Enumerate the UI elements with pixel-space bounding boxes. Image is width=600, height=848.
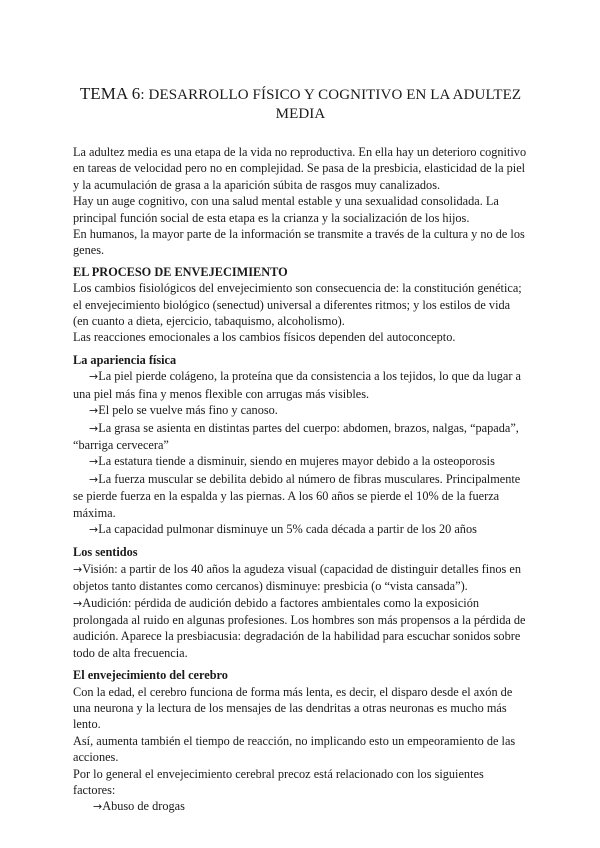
arrow-icon: → (89, 472, 99, 486)
list-item: →El pelo se vuelve más fino y canoso. (89, 403, 278, 418)
section-heading-proceso: EL PROCESO DE ENVEJECIMIENTO (73, 264, 288, 279)
list-item: →Audición: pérdida de audición debido a factores ambientales como la exposición prolongada al ruido en algunas profesiones. Los hombres son más propensos a la pérdida de audición. Aparece la presbiacusia: degradación de la habilidad para escuchar sonidos sobre todo de alta frecuencia. (73, 595, 526, 660)
list-item: →Visión: a partir de los 40 años la agudeza visual (capacidad de distinguir detalles finos en objetos tanto distantes como cercanos) disminuye: presbicia (o “vista cansada”). (73, 561, 521, 594)
cerebro-list (73, 798, 528, 815)
list-item: →La capacidad pulmonar disminuye un 5% cada década a partir de los 20 años (89, 521, 477, 536)
document-page (73, 0, 528, 816)
cerebro-paragraph-2: Así, aumenta también el tiempo de reacción, no implicando esto un empeoramiento de las acciones. (73, 733, 516, 765)
section-heading-cerebro: El envejecimiento del cerebro (73, 668, 228, 683)
list-item: →La piel pierde colágeno, la proteína que da consistencia a los tejidos, lo que da lugar a una piel más fina y menos flexible con arrugas más visibles. (73, 369, 521, 401)
arrow-icon: → (89, 522, 99, 536)
arrow-icon: → (89, 455, 99, 469)
title-rest: : DESARROLLO FÍSICO Y COGNITIVO EN LA ADULTEZ MEDIA (140, 87, 522, 122)
arrow-icon: → (93, 800, 103, 814)
arrow-icon: → (73, 562, 83, 576)
list-item: →La fuerza muscular se debilita debido al número de fibras musculares. Principalmente se pierde fuerza en la espalda y las piernas. A los 60 años se pierde el 10% de la fuerza máxima. (73, 471, 521, 520)
proceso-paragraph-1: Los cambios fisiológicos del envejecimiento son consecuencia de: la constitución genética; el envejecimiento biológico (senectud) universal a diferentes ritmos; y los estilos de vida (en cuanto a dieta, ejercicio, tabaquismo, alcoholismo). (73, 281, 522, 329)
cerebro-paragraph-3: Por lo general el envejecimiento cerebral precoz está relacionado con los siguientes factores: (73, 766, 484, 798)
intro-paragraph-3: En humanos, la mayor parte de la información se transmite a través de la cultura y no de los genes. (73, 227, 525, 258)
document-title (73, 84, 528, 124)
intro-paragraph-2: Hay un auge cognitivo, con una salud mental estable y una sexualidad consolidada. La principal función social de esta etapa es la crianza y la socialización de los hijos. (73, 194, 499, 225)
title-lead: TEMA 6 (79, 84, 141, 103)
list-item: →La grasa se asienta en distintas partes del cuerpo: abdomen, brazos, nalgas, “papada”, “barriga cervecera” (73, 420, 519, 452)
section-heading-apariencia: La apariencia física (73, 352, 177, 367)
proceso-paragraph-2: Las reacciones emocionales a los cambios físicos dependen del autoconcepto. (73, 330, 456, 345)
sentidos-list (73, 561, 528, 661)
intro-paragraph-1: La adultez media es una etapa de la vida no reproductiva. En ella hay un deterioro cognitivo en tareas de velocidad pero no en complejidad. Se pasa de la presbicia, elasticidad de la piel y la acumulación de grasa a la aparición súbita de rasgos muy canalizados. (73, 145, 527, 192)
arrow-icon: → (89, 421, 99, 435)
list-item: →Abuso de drogas (93, 799, 185, 814)
arrow-icon: → (89, 370, 99, 384)
list-item: →La estatura tiende a disminuir, siendo en mujeres mayor debido a la osteoporosis (89, 454, 495, 469)
intro-section (73, 144, 528, 259)
section-heading-sentidos: Los sentidos (73, 545, 138, 560)
arrow-icon: → (89, 404, 99, 418)
apariencia-list (73, 368, 528, 538)
cerebro-paragraph-1: Con la edad, el cerebro funciona de forma más lenta, es decir, el disparo desde el axón de una neurona y la lectura de los mensajes de las dendritas a otras neuronas es mucho más lento. (73, 684, 513, 732)
arrow-icon: → (73, 596, 83, 610)
